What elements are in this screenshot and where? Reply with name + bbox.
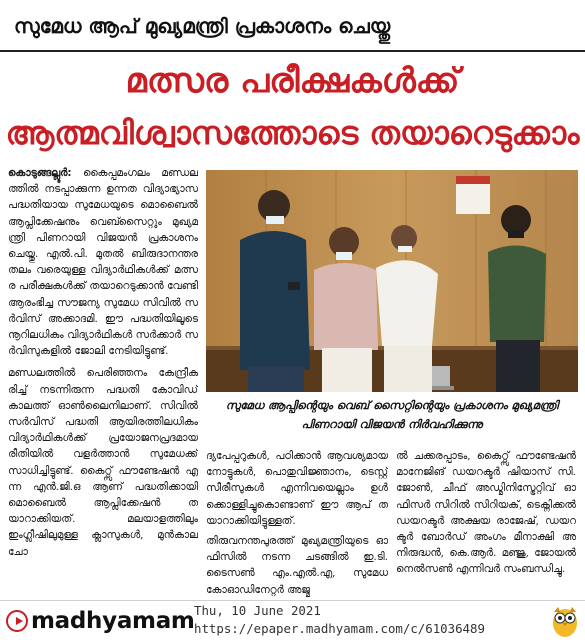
paragraph-1 — [8, 165, 198, 359]
article-column-1 — [8, 165, 198, 595]
article-photo — [206, 170, 578, 392]
article-column-2 — [206, 448, 388, 598]
paragraph-4: തിരുവനന്തപുരത്ത് മുഖ്യമന്ത്രിയുടെ ഓഫിസിൽ നടന്ന ചടങ്ങിൽ ഇ.ടി. ടൈസൺ എം.എൽ.എ, സുമേധ കോഓഡിനേറ്റർ അജ്മ — [206, 535, 388, 596]
dateline: കൊടുങ്ങല്ലൂർ: — [8, 167, 72, 179]
publication-date: Thu, 10 June 2021 — [194, 603, 321, 618]
kicker-divider — [0, 50, 585, 52]
footer-meta — [194, 602, 485, 638]
paragraph-2: മണ്ഡലത്തിൽ പെരിഞ്ഞനം കേന്ദ്രീകരിച്ച് നടന്നിരുന്ന പദ്ധതി കോവിഡ് കാലത്ത് ഓൺലൈനിലാണ്. സിവിൽ സർവിസ് പദ്ധതി ആയിരത്തിലധികം വിദ്യാർഥികൾക്ക് പ്രയോജനപ്രദമായ രീതിയിൽ വളർത്താൻ സുമേധക്ക് സാധിച്ചിട്ടുണ്ട്. കൈറ്റ്സ് ഫൗണ്ടേഷൻ എന്ന എൻ.ജി.ഒ ആണ് പദ്ധതിക്കായി മൊബൈൽ ആപ്ലിക്കേഷൻ തയാറാക്കിയത്. മലയാളത്തിലും ഇംഗ്ലീഷിലുമുള്ള ക്ലാസുകൾ, മുൻകാല ചോ — [8, 367, 198, 558]
headline-line-1: മത്സര പരീക്ഷകൾക്ക് — [125, 61, 460, 101]
madhyamam-logo-icon — [6, 610, 28, 632]
epaper-url[interactable]: https://epaper.madhyamam.com/c/61036489 — [194, 621, 485, 636]
brand-logo[interactable] — [6, 606, 195, 636]
article-kicker: സുമേധ ആപ് മുഖ്യമന്ത്രി പ്രകാശനം ചെയ്തു — [14, 14, 391, 38]
article-column-3 — [396, 448, 576, 598]
paragraph-1-text: കൈപ്പമംഗലം മണ്ഡലത്തിൽ നടപ്പാക്കുന്ന ഉന്നത വിദ്യാഭ്യാസ പദ്ധതിയായ സുമേധയുടെ മൊബൈൽ ആപ്ലിക്കേഷനും വെബ്സൈറ്റും മുഖ്യമന്ത്രി പിണറായി വിജയൻ പ്രകാശനം ചെയ്തു. എൽ.പി. മുതൽ ബിരുദാനന്തര തലം വരെയുള്ള വിദ്യാർഥികൾക്ക് മത്സര പരീക്ഷകൾക്ക് തയാറെടുക്കാൻ വേണ്ടി ആരംഭിച്ച സൗജന്യ സുമേധ സിവിൽ സർവിസ് അക്കാദമി. ഈ പദ്ധതിയിലൂടെ നൂറിലധികം വിദ്യാർഥികൾ സർക്കാർ സർവിസുകളിൽ ജോലി നേടിയിട്ടുണ്ട്. — [8, 167, 198, 358]
footer-divider — [0, 600, 585, 601]
owl-icon — [550, 604, 580, 638]
paragraph-5: ൽ ചക്കരപ്പാടം, കൈറ്റ്സ് ഫൗണ്ടേഷൻ മാനേജിങ് ഡയറക്ടർ ഷിയാസ് സി. ജോൺ, ചീഫ് അഡ്മിനിസ്ട്രേറ്റിവ് ഓഫിസർ സിറിൽ സിറിയക്, ടെക്നിക്കൽ ഡയറക്ടർ അക്ഷയ രാജേഷ്, ഡയറക്ടർ ബോർഡ് അംഗം മീനാക്ഷി അനിരുദ്ധൻ, കെ.ആർ. മഞ്ജു, ജോയൽ നെൽസൺ എന്നിവർ സംബന്ധിച്ചു. — [396, 450, 576, 576]
brand-name: madhyamam — [31, 608, 195, 634]
photo-caption: സുമേധ ആപ്പിന്റെയും വെബ് സൈറ്റിന്റെയും പ്രകാശനം മുഖ്യമന്ത്രി പിണറായി വിജയൻ നിർവഹിക്കുന്നു — [225, 399, 559, 431]
headline-line-2: ആത്മവിശ്വാസത്തോടെ തയാറെടുക്കാം — [5, 114, 580, 152]
paragraph-3: ദ്യപേപ്പറുകൾ, പഠിക്കാൻ ആവശ്യമായ നോട്ടുകൾ, പൊതുവിജ്ഞാനം, ടെസ്റ്റ് സീരീസുകൾ എന്നിവയെല്ലാം ഉൾക്കൊള്ളിച്ചുകൊണ്ടാണ് ഈ ആപ് തയാറാക്കിയിട്ടുള്ളത്. — [206, 450, 388, 527]
